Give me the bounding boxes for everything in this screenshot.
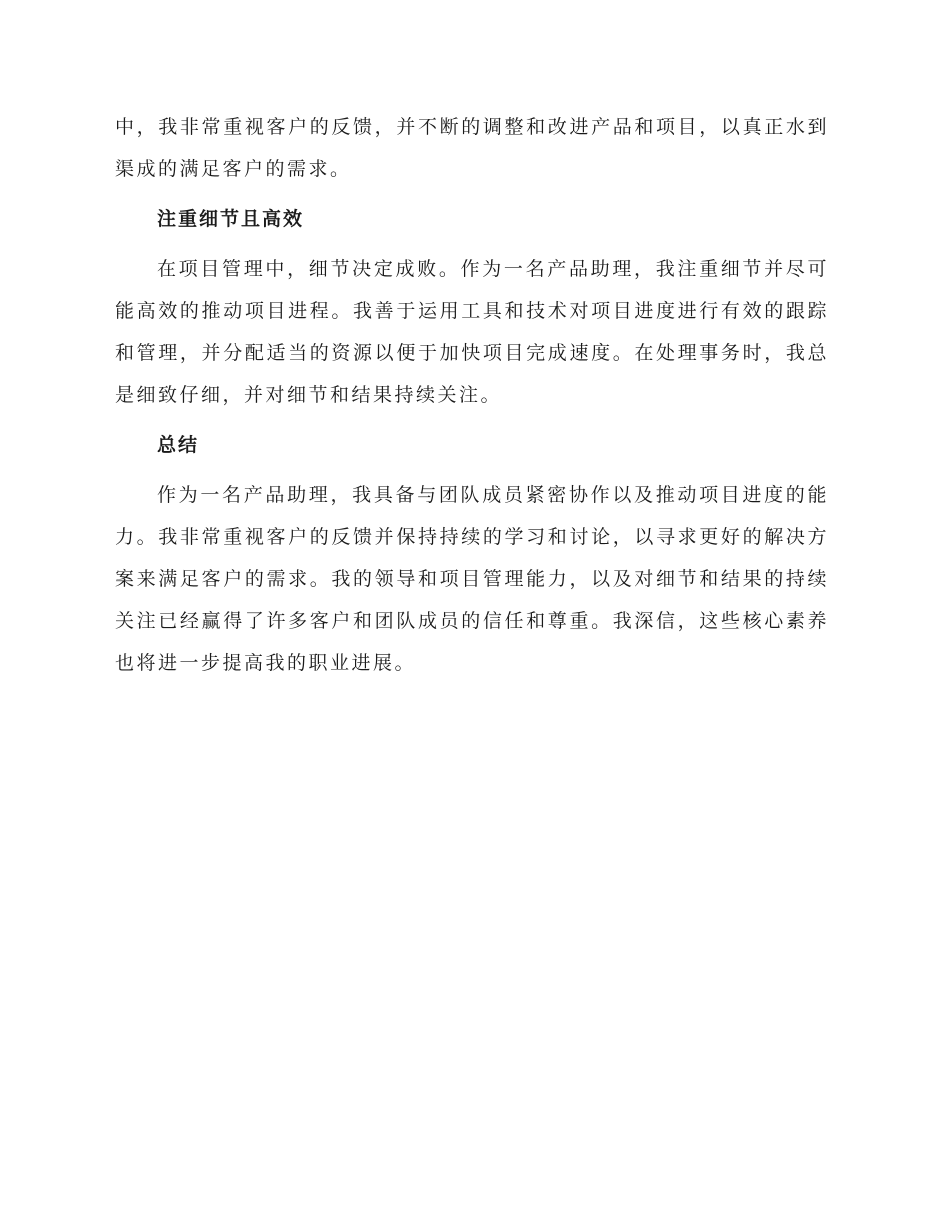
section-heading-details-efficiency: 注重细节且高效	[157, 208, 305, 230]
section-heading-summary: 总结	[157, 434, 200, 456]
intro-paragraph: 中，我非常重视客户的反馈，并不断的调整和改进产品和项目，以真正水到渠成的满足客户的需求。	[115, 116, 829, 180]
section-body-summary: 作为一名产品助理，我具备与团队成员紧密协作以及推动项目进度的能力。我非常重视客户的反馈并保持持续的学习和讨论，以寻求更好的解决方案来满足客户的需求。我的领导和项目管理能力，以及对细节和结果的持续关注已经赢得了许多客户和团队成员的信任和尊重。我深信，这些核心素养也将进一步提高我的职业进展。	[115, 484, 829, 674]
document-body	[115, 106, 829, 684]
section-body-details-efficiency: 在项目管理中，细节决定成败。作为一名产品助理，我注重细节并尽可能高效的推动项目进程。我善于运用工具和技术对项目进度进行有效的跟踪和管理，并分配适当的资源以便于加快项目完成速度。在处理事务时，我总是细致仔细，并对细节和结果持续关注。	[115, 258, 829, 406]
